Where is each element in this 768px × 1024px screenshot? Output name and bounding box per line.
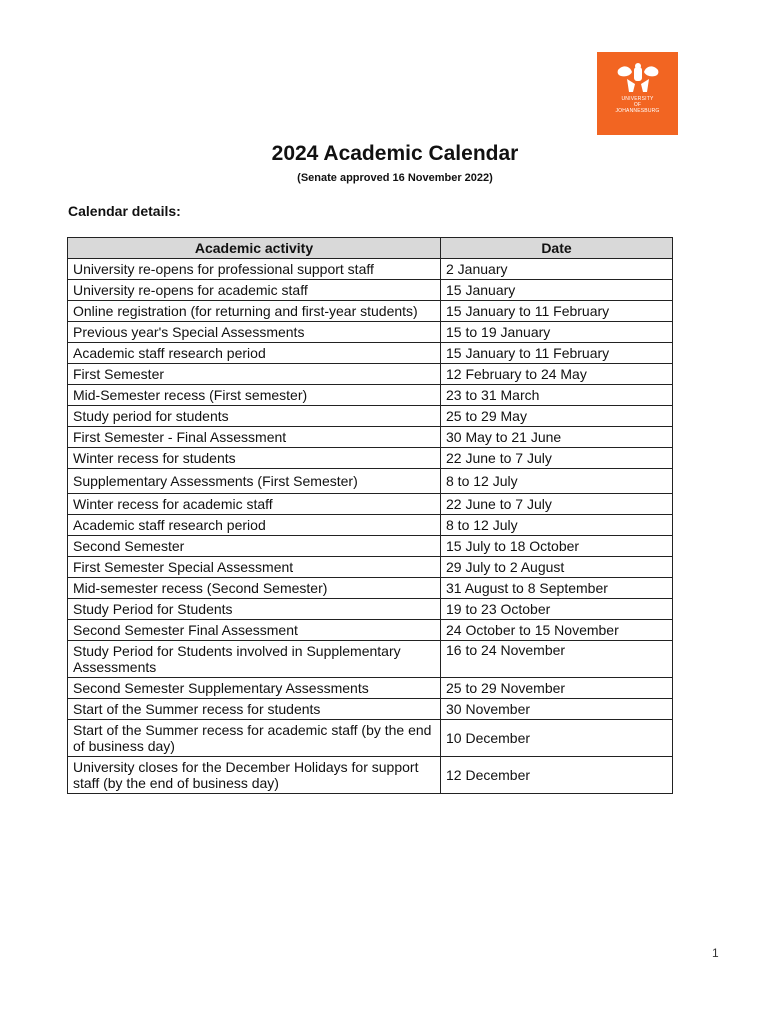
date-cell: 24 October to 15 November	[441, 620, 673, 641]
university-logo	[597, 52, 678, 135]
date-cell: 29 July to 2 August	[441, 557, 673, 578]
table-row	[68, 557, 673, 578]
activity-cell: Winter recess for academic staff	[68, 494, 441, 515]
activity-cell: Supplementary Assessments (First Semester)	[68, 469, 441, 494]
table-row	[68, 536, 673, 557]
table-row	[68, 599, 673, 620]
date-cell: 22 June to 7 July	[441, 448, 673, 469]
column-header-date: Date	[441, 238, 673, 259]
date-cell: 10 December	[441, 720, 673, 757]
activity-cell: Academic staff research period	[68, 343, 441, 364]
page-subtitle: (Senate approved 16 November 2022)	[297, 172, 493, 184]
date-cell: 31 August to 8 September	[441, 578, 673, 599]
date-cell: 15 January to 11 February	[441, 301, 673, 322]
logo-text	[615, 96, 659, 114]
date-cell: 8 to 12 July	[441, 469, 673, 494]
date-cell: 23 to 31 March	[441, 385, 673, 406]
date-cell: 12 February to 24 May	[441, 364, 673, 385]
section-label: Calendar details:	[68, 203, 181, 219]
date-cell: 25 to 29 November	[441, 678, 673, 699]
activity-cell: Study Period for Students	[68, 599, 441, 620]
table-row	[68, 427, 673, 448]
date-cell: 22 June to 7 July	[441, 494, 673, 515]
date-cell: 8 to 12 July	[441, 515, 673, 536]
activity-cell: First Semester	[68, 364, 441, 385]
activity-cell: Previous year's Special Assessments	[68, 322, 441, 343]
table-row	[68, 301, 673, 322]
table-row	[68, 448, 673, 469]
date-cell: 16 to 24 November	[441, 641, 673, 678]
table-row	[68, 757, 673, 794]
activity-cell: First Semester - Final Assessment	[68, 427, 441, 448]
date-cell: 2 January	[441, 259, 673, 280]
calendar-table	[67, 237, 673, 794]
table-row	[68, 280, 673, 301]
logo-line-2: OF	[633, 102, 642, 108]
table-row	[68, 385, 673, 406]
activity-cell: Start of the Summer recess for academic staff (by the end of business day)	[68, 720, 441, 757]
activity-cell: Start of the Summer recess for students	[68, 699, 441, 720]
table-row	[68, 469, 673, 494]
activity-cell: Second Semester	[68, 536, 441, 557]
date-cell: 25 to 29 May	[441, 406, 673, 427]
activity-cell: Academic staff research period	[68, 515, 441, 536]
page-title: 2024 Academic Calendar	[271, 142, 519, 165]
logo-line-3: JOHANNESBURG	[615, 108, 660, 114]
table-row	[68, 720, 673, 757]
date-cell: 30 November	[441, 699, 673, 720]
activity-cell: Mid-Semester recess (First semester)	[68, 385, 441, 406]
activity-cell: Study Period for Students involved in Supplementary Assessments	[68, 641, 441, 678]
date-cell: 15 July to 18 October	[441, 536, 673, 557]
activity-cell: Mid-semester recess (Second Semester)	[68, 578, 441, 599]
table-row	[68, 620, 673, 641]
activity-cell: University closes for the December Holidays for support staff (by the end of business day)	[68, 757, 441, 794]
activity-cell: Online registration (for returning and first-year students)	[68, 301, 441, 322]
activity-cell: University re-opens for professional support staff	[68, 259, 441, 280]
activity-cell: University re-opens for academic staff	[68, 280, 441, 301]
activity-cell: First Semester Special Assessment	[68, 557, 441, 578]
activity-cell: Winter recess for students	[68, 448, 441, 469]
table-row	[68, 515, 673, 536]
table-row	[68, 494, 673, 515]
table-row	[68, 364, 673, 385]
logo-line-1: UNIVERSITY	[621, 96, 654, 102]
table-row	[68, 641, 673, 678]
table-row	[68, 699, 673, 720]
activity-cell: Study period for students	[68, 406, 441, 427]
table-row	[68, 259, 673, 280]
date-cell: 12 December	[441, 757, 673, 794]
table-row	[68, 322, 673, 343]
date-cell: 19 to 23 October	[441, 599, 673, 620]
date-cell: 15 to 19 January	[441, 322, 673, 343]
page-number: 1	[712, 946, 719, 960]
date-cell: 15 January	[441, 280, 673, 301]
table-row	[68, 678, 673, 699]
table-row	[68, 578, 673, 599]
table-row	[68, 406, 673, 427]
date-cell: 15 January to 11 February	[441, 343, 673, 364]
activity-cell: Second Semester Supplementary Assessments	[68, 678, 441, 699]
activity-cell: Second Semester Final Assessment	[68, 620, 441, 641]
table-row	[68, 343, 673, 364]
table-header-row	[68, 238, 673, 259]
date-cell: 30 May to 21 June	[441, 427, 673, 448]
crest-icon	[615, 62, 661, 94]
column-header-activity: Academic activity	[68, 238, 441, 259]
